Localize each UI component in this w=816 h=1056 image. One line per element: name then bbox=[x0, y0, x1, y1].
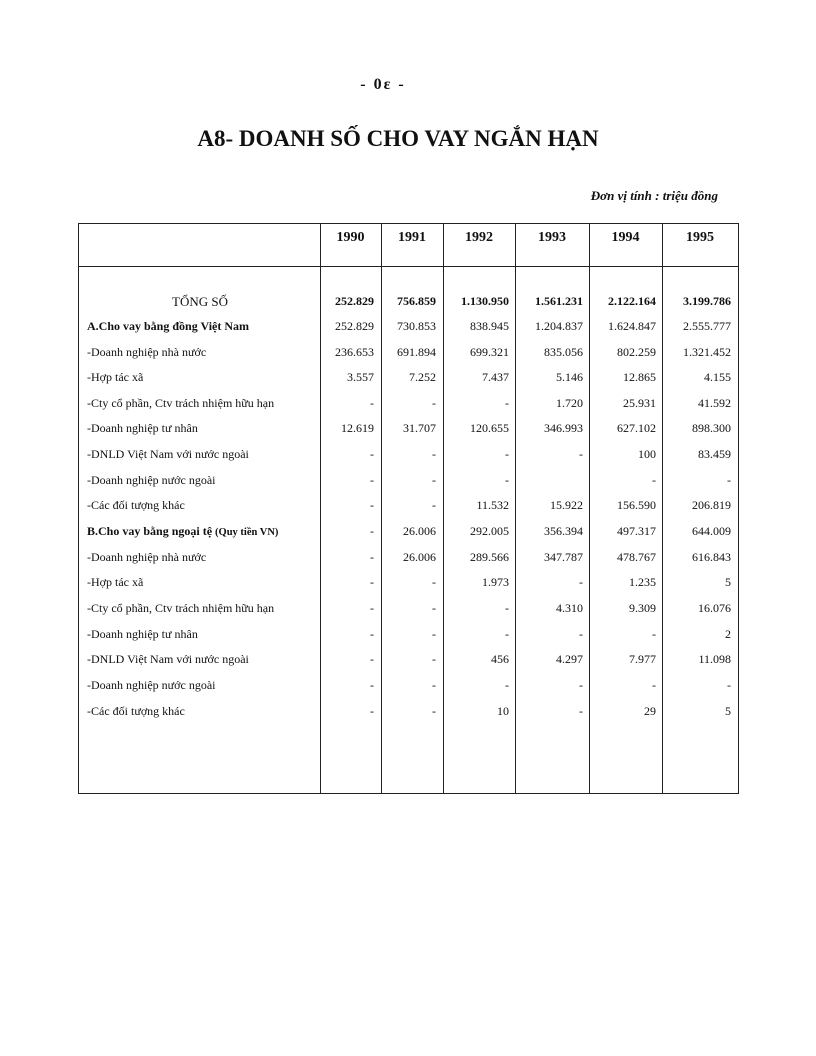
table-cell: - bbox=[370, 601, 374, 615]
table-cell: 346.993 bbox=[544, 421, 583, 435]
table-cell: - bbox=[579, 575, 583, 589]
year-header: 1990 bbox=[336, 230, 365, 245]
table-row bbox=[79, 704, 738, 722]
table-cell: 1.624.847 bbox=[608, 319, 656, 333]
table-cell: - bbox=[370, 447, 374, 461]
row-label-text: -Các đối tượng khác bbox=[87, 498, 185, 512]
table-cell: - bbox=[432, 678, 436, 692]
table-cell: 5 bbox=[725, 575, 731, 589]
row-label-text: -Doanh nghiệp nhà nước bbox=[87, 345, 207, 359]
table-cell: 31.707 bbox=[403, 421, 436, 435]
table-cell: 1.204.837 bbox=[535, 319, 583, 333]
table-cell: 3.557 bbox=[347, 370, 374, 384]
row-label-note: (Quy tiền VN) bbox=[215, 527, 279, 538]
row-label bbox=[87, 447, 319, 462]
table-cell: 206.819 bbox=[692, 498, 731, 512]
table-cell: - bbox=[432, 704, 436, 718]
table-cell: 25.931 bbox=[623, 396, 656, 410]
table-cell: - bbox=[432, 601, 436, 615]
table-cell: 802.259 bbox=[617, 345, 656, 359]
year-header: 1991 bbox=[398, 230, 426, 245]
row-label bbox=[87, 396, 319, 411]
table-row bbox=[79, 345, 738, 363]
table-cell: 156.590 bbox=[617, 498, 656, 512]
year-header: 1995 bbox=[686, 230, 714, 245]
table-cell: - bbox=[505, 627, 509, 641]
table-cell: - bbox=[370, 396, 374, 410]
row-label-text: -DNLD Việt Nam với nước ngoài bbox=[87, 447, 249, 461]
table-cell: 120.655 bbox=[470, 421, 509, 435]
table-cell: 756.859 bbox=[397, 294, 436, 308]
table-cell: 356.394 bbox=[544, 524, 583, 538]
row-label-text: -Doanh nghiệp nước ngoài bbox=[87, 678, 216, 692]
table-cell: - bbox=[370, 575, 374, 589]
table-row bbox=[79, 396, 738, 414]
row-label bbox=[87, 601, 319, 616]
table-cell: 2 bbox=[725, 627, 731, 641]
table-row bbox=[79, 370, 738, 388]
table-cell: 691.894 bbox=[397, 345, 436, 359]
table-cell: - bbox=[370, 652, 374, 666]
table-cell: - bbox=[432, 473, 436, 487]
table-cell: - bbox=[432, 498, 436, 512]
table-cell: - bbox=[652, 627, 656, 641]
table-row bbox=[79, 524, 738, 542]
table-cell: - bbox=[579, 704, 583, 718]
row-label bbox=[87, 627, 319, 642]
table-cell: - bbox=[727, 678, 731, 692]
table-cell: 627.102 bbox=[617, 421, 656, 435]
row-label bbox=[87, 678, 319, 693]
year-header: 1992 bbox=[465, 230, 493, 245]
table-row bbox=[79, 498, 738, 516]
table-cell: 2.122.164 bbox=[608, 294, 656, 308]
table-cell: 1.235 bbox=[629, 575, 656, 589]
header-divider bbox=[79, 266, 738, 267]
row-label bbox=[87, 575, 319, 590]
row-label-text: B.Cho vay bằng ngoại tệ bbox=[87, 524, 213, 538]
table-cell: 497.317 bbox=[617, 524, 656, 538]
row-label-text: -Cty cổ phần, Ctv trách nhiệm hữu hạn bbox=[87, 396, 275, 410]
table-cell: - bbox=[505, 447, 509, 461]
table-row bbox=[79, 319, 738, 337]
row-label bbox=[79, 294, 321, 310]
table-cell: - bbox=[370, 627, 374, 641]
table-cell: 5 bbox=[725, 704, 731, 718]
row-label bbox=[87, 370, 319, 385]
row-label-text: -Doanh nghiệp nhà nước bbox=[87, 550, 207, 564]
table-row bbox=[79, 294, 738, 312]
row-label-text: -DNLD Việt Nam với nước ngoài bbox=[87, 652, 249, 666]
table-cell: - bbox=[432, 396, 436, 410]
table-cell: 730.853 bbox=[397, 319, 436, 333]
table-cell: - bbox=[370, 678, 374, 692]
table-row bbox=[79, 575, 738, 593]
table-row bbox=[79, 473, 738, 491]
row-label-text: -Doanh nghiệp tư nhân bbox=[87, 421, 198, 435]
row-label bbox=[87, 704, 319, 719]
table-cell: - bbox=[370, 704, 374, 718]
table-cell: 616.843 bbox=[692, 550, 731, 564]
table-cell: - bbox=[505, 678, 509, 692]
table-cell: 252.829 bbox=[335, 294, 374, 308]
table-cell: 11.532 bbox=[476, 498, 509, 512]
table-cell: - bbox=[370, 550, 374, 564]
row-label bbox=[87, 421, 319, 436]
table-cell: 29 bbox=[644, 704, 656, 718]
table-cell: 347.787 bbox=[544, 550, 583, 564]
year-header: 1993 bbox=[538, 230, 566, 245]
row-label-text: -Cty cổ phần, Ctv trách nhiệm hữu hạn bbox=[87, 601, 275, 615]
table-cell: 4.310 bbox=[556, 601, 583, 615]
table-cell: 835.056 bbox=[544, 345, 583, 359]
table-cell: - bbox=[579, 627, 583, 641]
table-cell: 644.009 bbox=[692, 524, 731, 538]
table-cell: 7.252 bbox=[409, 370, 436, 384]
row-label-text: -Các đối tượng khác bbox=[87, 704, 185, 718]
table-cell: - bbox=[432, 652, 436, 666]
table-cell: 1.561.231 bbox=[535, 294, 583, 308]
table-cell: - bbox=[432, 447, 436, 461]
table-cell: 2.555.777 bbox=[683, 319, 731, 333]
row-label-text: -Hợp tác xã bbox=[87, 575, 144, 589]
table-cell: - bbox=[370, 498, 374, 512]
table-cell: 11.098 bbox=[698, 652, 731, 666]
table-cell: 478.767 bbox=[617, 550, 656, 564]
table-cell: 15.922 bbox=[550, 498, 583, 512]
row-label-text: TỔNG SỐ bbox=[172, 294, 228, 309]
table-cell: - bbox=[505, 601, 509, 615]
table-cell: 4.155 bbox=[704, 370, 731, 384]
table-cell: 1.130.950 bbox=[461, 294, 509, 308]
row-label bbox=[87, 652, 319, 667]
table-cell: 1.321.452 bbox=[683, 345, 731, 359]
table-cell: 699.321 bbox=[470, 345, 509, 359]
year-header: 1994 bbox=[611, 230, 640, 245]
table-row bbox=[79, 550, 738, 568]
table-cell: - bbox=[370, 473, 374, 487]
table-cell: 7.977 bbox=[629, 652, 656, 666]
row-label bbox=[87, 345, 319, 360]
table-cell: 16.076 bbox=[698, 601, 731, 615]
table-cell: 289.566 bbox=[470, 550, 509, 564]
table-cell: 898.300 bbox=[692, 421, 731, 435]
row-label bbox=[87, 524, 319, 539]
table-cell: 100 bbox=[638, 447, 656, 461]
unit-note: Đơn vị tính : triệu đồng bbox=[590, 188, 718, 203]
table-cell: 838.945 bbox=[470, 319, 509, 333]
row-label-text: -Doanh nghiệp tư nhân bbox=[87, 627, 198, 641]
table-cell: - bbox=[652, 473, 656, 487]
table-cell: - bbox=[432, 575, 436, 589]
table-cell: - bbox=[579, 447, 583, 461]
table-cell: 1.720 bbox=[556, 396, 583, 410]
table-cell: 7.437 bbox=[482, 370, 509, 384]
table-cell: 456 bbox=[491, 652, 509, 666]
table-cell: - bbox=[432, 627, 436, 641]
table-row bbox=[79, 601, 738, 619]
row-label bbox=[87, 498, 319, 513]
table-cell: 12.865 bbox=[623, 370, 656, 384]
loan-table bbox=[78, 223, 739, 794]
table-cell: 292.005 bbox=[470, 524, 509, 538]
table-row bbox=[79, 627, 738, 645]
table-cell: - bbox=[727, 473, 731, 487]
row-label bbox=[87, 550, 319, 565]
table-cell: 41.592 bbox=[698, 396, 731, 410]
table-cell: 5.146 bbox=[556, 370, 583, 384]
table-cell: 12.619 bbox=[341, 421, 374, 435]
table-cell: - bbox=[505, 473, 509, 487]
row-label bbox=[87, 319, 319, 334]
row-label-text: A.Cho vay bằng đồng Việt Nam bbox=[87, 319, 250, 333]
table-cell: 252.829 bbox=[335, 319, 374, 333]
table-row bbox=[79, 447, 738, 465]
table-cell: 26.006 bbox=[403, 550, 436, 564]
table-cell: - bbox=[652, 678, 656, 692]
table-cell: 10 bbox=[497, 704, 509, 718]
table-cell: 26.006 bbox=[403, 524, 436, 538]
table-cell: 4.297 bbox=[556, 652, 583, 666]
document-title: A8- DOANH SỐ CHO VAY NGẮN HẠN bbox=[197, 126, 599, 151]
table-cell: 3.199.786 bbox=[683, 294, 731, 308]
table-row bbox=[79, 652, 738, 670]
table-cell: 1.973 bbox=[482, 575, 509, 589]
table-row bbox=[79, 421, 738, 439]
row-label bbox=[87, 473, 319, 488]
row-label-text: -Doanh nghiệp nước ngoài bbox=[87, 473, 216, 487]
page-number: - 0ε - bbox=[360, 76, 406, 93]
table-cell: 236.653 bbox=[335, 345, 374, 359]
table-cell: 83.459 bbox=[698, 447, 731, 461]
table-cell: - bbox=[370, 524, 374, 538]
row-label-text: -Hợp tác xã bbox=[87, 370, 144, 384]
table-cell: - bbox=[579, 678, 583, 692]
table-cell: - bbox=[505, 396, 509, 410]
table-cell: 9.309 bbox=[629, 601, 656, 615]
table-row bbox=[79, 678, 738, 696]
